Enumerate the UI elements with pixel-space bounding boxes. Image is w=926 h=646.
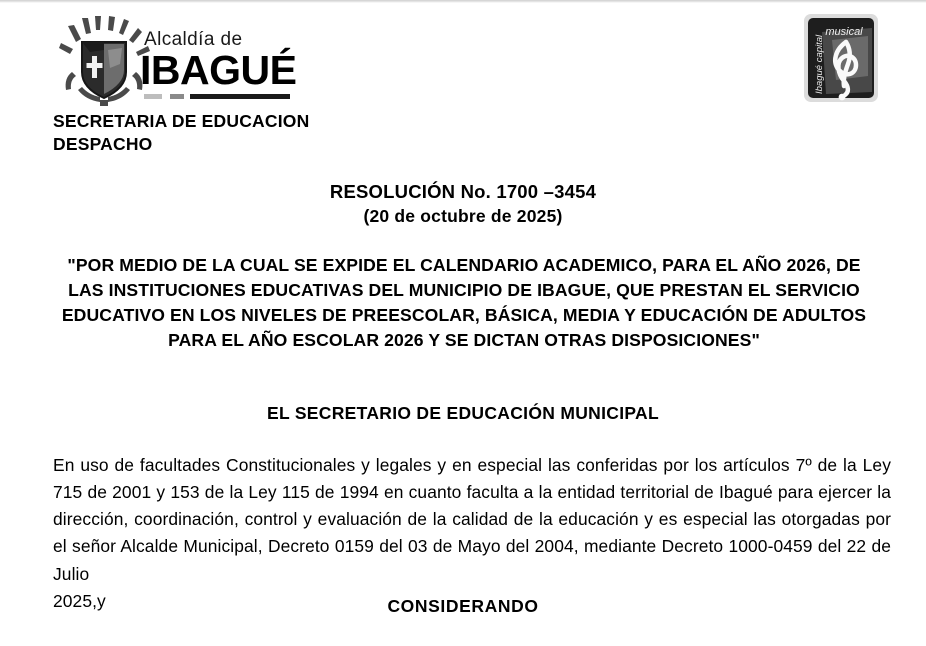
resolution-number: RESOLUCIÓN No. 1700 –3454 [329,181,597,202]
brand-line-big: IBAGUÉ [140,47,297,93]
preamble-tail-text: 2025,y [53,590,106,611]
ibague-capital-musical-treble-clef-icon [802,12,880,104]
brand-underline-rule [144,94,290,99]
office-line-despacho: DESPACHO [53,134,153,155]
issuing-authority-line: EL SECRETARIO DE EDUCACIÓN MUNICIPAL [267,403,659,423]
preamble-main-text: En uso de facultades Constitucionales y legales y en especial las conferidas por los artículos 7º de la Ley 715 de 2001 y 153 de la Ley 115 de 1994 en cuanto faculta a la entidad territorial de Ibagué para ejercer la dirección, coordinación, control y evaluación de la calidad de la educación y es especial las otorgadas por el señor Alcalde Municipal, Decreto 0159 del 03 de Mayo del 2004, mediante Decreto 1000-0459 del 22 de Julio [53,455,891,584]
scan-edge-line [0,0,926,3]
brand-wordmark [140,30,370,99]
resolution-date: (20 de octubre de 2025) [363,205,563,226]
ibague-coat-of-arms-icon [56,12,152,108]
preamble-paragraph [53,452,891,615]
masthead [0,8,926,112]
svg-text:musical: musical [825,26,863,38]
considerando-heading: CONSIDERANDO [387,596,539,616]
brand-line-small: Alcaldía de [144,29,243,50]
office-header [53,110,309,157]
svg-text:Ibagué capital: Ibagué capital [814,34,825,94]
document-title: "POR MEDIO DE LA CUAL SE EXPIDE EL CALENDARIO ACADEMICO, PARA EL AÑO 2026, DE LAS INSTITUCIONES EDUCATIVAS DEL MUNICIPIO DE IBAGUE, QUE PRESTAN EL SERVICIO EDUCATIVO EN LOS NIVELES DE PREESCOLAR, BÁSICA, MEDIA Y EDUCACIÓN DE ADULTOS PARA EL AÑO ESCOLAR 2026 Y SE DICTAN OTRAS DISPOSICIONES" [61,255,867,350]
resolution-header [0,180,926,228]
office-line-secretaria: SECRETARIA DE EDUCACION [53,111,310,131]
